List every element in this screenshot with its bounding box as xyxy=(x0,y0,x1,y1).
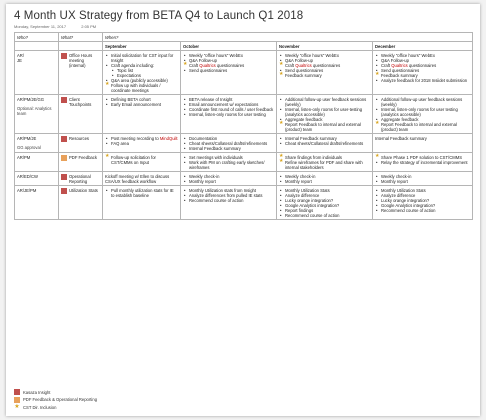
month-cell xyxy=(373,186,473,220)
who-note: GG approval xyxy=(17,144,41,150)
month-cell xyxy=(181,51,277,95)
what-wrap xyxy=(61,97,100,107)
legend-swatch xyxy=(14,397,20,403)
legend-item xyxy=(14,397,97,403)
what-wrap xyxy=(61,155,100,161)
page-title: 4 Month UX Strategy from BETA Q4 to Launch Q1 2018 xyxy=(14,10,304,22)
what-text: Resources xyxy=(69,135,90,141)
month-cell xyxy=(103,51,181,95)
task-list xyxy=(105,188,178,198)
insight-marker xyxy=(61,174,67,180)
who-cell xyxy=(15,153,59,172)
link-text[interactable]: Qualtrics xyxy=(199,62,216,68)
task-list xyxy=(375,155,470,165)
task-list xyxy=(183,136,274,151)
task-item: • Q&A Follow-up xyxy=(279,58,370,63)
task-item: • Post meeting recording to MindQuilt xyxy=(105,136,178,141)
task-item: • Q&A area (publicly accessible) xyxy=(105,78,178,83)
task-list xyxy=(105,136,178,146)
task-item: • Aggregate feedback xyxy=(375,117,470,122)
task-item: • Expectations xyxy=(105,73,178,78)
legend-label: CST Dir. Inclusion xyxy=(23,404,57,410)
task-item: • Relay the strategy of incremental improvement xyxy=(375,160,470,165)
task-list xyxy=(279,188,370,218)
task-list xyxy=(183,188,274,203)
table-row xyxy=(15,51,473,95)
starred-task: ★ Follow up with individuals / coordinate meetings xyxy=(105,83,178,93)
what-cell xyxy=(59,172,103,186)
task-list xyxy=(279,155,370,170)
task-item: • Weekly "office hours" WebEx xyxy=(279,53,370,58)
task-item: • Weekly check-in xyxy=(183,174,274,179)
task-item: • Set meetings with individuals xyxy=(183,155,274,160)
task-item: • Coordinate first round of calls / user feedback xyxy=(183,107,274,112)
task-list xyxy=(279,136,370,146)
link-text[interactable]: MindQuilt xyxy=(159,135,178,141)
who-text: AR/JE/PM xyxy=(17,187,37,193)
starred-task: ★ Follow-up solicitation for CST/CMMs on Input xyxy=(105,155,178,165)
task-item: • Internal, listen-only rooms for user testing (analytics accessible) xyxy=(375,107,470,117)
what-cell xyxy=(59,153,103,172)
task-item: • Q&A Follow-up xyxy=(183,58,274,63)
month-cell xyxy=(277,51,373,95)
month-cell xyxy=(277,186,373,220)
table-row xyxy=(15,172,473,186)
who-cell xyxy=(15,186,59,220)
starred-task: ★ Share Phase 1 PDF solution to CST/CMMS xyxy=(375,155,470,160)
task-item: • Q&A Follow-up xyxy=(375,58,470,63)
task-item: • Analyze difference xyxy=(279,193,370,198)
task-item: • Craft Qualtrics questionnaires xyxy=(375,63,470,68)
starred-task: ★ Share findings from individuals xyxy=(279,155,370,160)
month-cell xyxy=(103,153,181,172)
what-text: Utilization Stats xyxy=(69,187,98,193)
month-header: September xyxy=(103,42,181,51)
table-row xyxy=(15,153,473,172)
who-cell xyxy=(15,51,59,95)
task-item: Kickoff meeting w/ Ellen to discuss CSA/UX feedback workflow xyxy=(105,173,170,184)
task-item: • Initial solicitation for CST input for Insight xyxy=(105,53,178,63)
what-text: PDF Feedback xyxy=(69,154,97,160)
task-item: • Google Analytics integration? xyxy=(279,203,370,208)
legend-item xyxy=(14,404,97,410)
task-list xyxy=(279,97,370,132)
task-item: • Send questionnaires xyxy=(375,68,470,73)
task-item: • Analyze feedback for 2018 Insiidet submission xyxy=(375,78,470,83)
month-cell xyxy=(103,95,181,134)
link-text[interactable]: Qualtrics xyxy=(295,62,312,68)
task-item: • Weekly check-in xyxy=(375,174,470,179)
task-item: • Analyze difference xyxy=(375,193,470,198)
what-wrap xyxy=(61,188,100,194)
task-item: • Additional follow-up user feedback sessions (weekly) xyxy=(279,97,370,107)
legend-swatch xyxy=(14,389,20,395)
task-item: • Early Email announcement xyxy=(105,102,178,107)
task-list xyxy=(375,136,470,141)
month-cell xyxy=(181,153,277,172)
insight-marker xyxy=(61,136,67,142)
task-list xyxy=(183,53,274,73)
task-item: • Google Analytics integration? xyxy=(375,203,470,208)
task-item: • Recommend course of action xyxy=(183,198,274,203)
month-cell xyxy=(103,172,181,186)
task-item: • Lucky orange integration? xyxy=(279,198,370,203)
starred-task: ★ Craft Qualtrics questionnaires xyxy=(183,63,274,68)
dateline xyxy=(14,24,472,29)
legend-label: Kasaza Insight xyxy=(23,389,51,395)
what-wrap xyxy=(61,53,100,68)
pdf-feedback-marker xyxy=(61,155,67,161)
insight-marker xyxy=(61,97,67,103)
month-cell xyxy=(373,172,473,186)
legend-item xyxy=(14,389,97,395)
month-cell xyxy=(373,51,473,95)
starred-task: ★ Report Feedback to internal and external (product) team xyxy=(375,122,470,132)
table-body xyxy=(15,51,473,220)
what-text: Operational Reporting xyxy=(69,173,91,184)
task-item: Internal Feedback summary xyxy=(375,135,427,141)
month-cell xyxy=(181,186,277,220)
legend-label: PDF Feedback & Operational Reporting xyxy=(23,397,98,402)
what-cell xyxy=(59,134,103,153)
task-item: • Recommend course of action xyxy=(279,213,370,218)
task-item: • Monthly Utilization Stats xyxy=(375,188,470,193)
table-row xyxy=(15,186,473,220)
task-item: • Recommend course of action xyxy=(375,208,470,213)
task-item: • Pull monthly utilization stats for IE to establish baseline xyxy=(105,188,178,198)
month-cell xyxy=(103,134,181,153)
table-row xyxy=(15,95,473,134)
who-cell xyxy=(15,172,59,186)
strategy-table xyxy=(14,32,473,220)
month-cell xyxy=(277,172,373,186)
task-item: • BETA release of Insight xyxy=(183,97,274,102)
task-item: • Send questionnaires xyxy=(183,68,274,73)
month-cell xyxy=(103,186,181,220)
task-list xyxy=(105,174,178,184)
legend xyxy=(14,388,97,411)
month-cell xyxy=(277,153,373,172)
task-item: • Work with PM on crafting early sketches/ wireframes xyxy=(183,160,274,170)
month-cell xyxy=(277,134,373,153)
table-row xyxy=(15,134,473,153)
task-item: • Report findings xyxy=(279,208,370,213)
task-item: • Monthly report xyxy=(375,179,470,184)
month-cell xyxy=(181,95,277,134)
task-list xyxy=(375,174,470,184)
task-item: • Craft agenda including: xyxy=(105,63,178,68)
task-item: • Monthly report xyxy=(183,179,274,184)
starred-task: ★ Feedback summary xyxy=(375,73,470,78)
task-list xyxy=(183,174,274,184)
task-item: • Aggregate feedback xyxy=(279,117,370,122)
header-what: What? xyxy=(59,33,103,42)
task-item: • Lucky orange integration? xyxy=(375,198,470,203)
what-wrap xyxy=(61,136,100,142)
task-list xyxy=(183,97,274,117)
header-spacer-2 xyxy=(59,42,103,51)
what-cell xyxy=(59,51,103,95)
task-list xyxy=(105,97,178,107)
task-item: • Documentation xyxy=(183,136,274,141)
task-list xyxy=(375,188,470,213)
link-text[interactable]: Qualtrics xyxy=(391,62,408,68)
month-cell xyxy=(373,95,473,134)
starred-task: ★ Feedback summary xyxy=(279,73,370,78)
task-item: • Additional follow-up user feedback sessions (weekly) xyxy=(375,97,470,107)
who-text: AR/PM xyxy=(17,154,31,160)
who-text: AR/ED/CW xyxy=(17,173,38,179)
month-header: October xyxy=(181,42,277,51)
task-item: • Monthly Utilization Stats xyxy=(279,188,370,193)
task-item: • Weekly check-in xyxy=(279,174,370,179)
task-list xyxy=(279,174,370,184)
task-item: • Internal Feedback summary xyxy=(183,146,274,151)
month-cell xyxy=(277,95,373,134)
task-item: • Email announcement w/ expectations xyxy=(183,102,274,107)
month-cell xyxy=(181,172,277,186)
document-page xyxy=(6,4,480,416)
task-list xyxy=(375,97,470,132)
who-note: Optional: Analytics team xyxy=(17,105,52,116)
header-who: Who? xyxy=(15,33,59,42)
month-cell xyxy=(181,134,277,153)
header-when: When? xyxy=(103,33,473,42)
header-spacer-1 xyxy=(15,42,59,51)
task-item: • Weekly "office hours" WebEx xyxy=(183,53,274,58)
task-item: • Cheat sheets/Collateral drafts/refinements xyxy=(183,141,274,146)
month-header: November xyxy=(277,42,373,51)
who-text: AR/PM/JE xyxy=(17,135,37,141)
task-item: • Weekly "office hours" WebEx xyxy=(375,53,470,58)
task-list xyxy=(375,53,470,83)
task-item: • Internal, listen-only rooms for user-testing (analytics accessible) xyxy=(279,107,370,117)
date-text: Monday, September 11, 2017 xyxy=(14,24,67,29)
task-list xyxy=(105,155,178,165)
insight-marker xyxy=(61,188,67,194)
task-item: • FAQ area xyxy=(105,141,178,146)
what-cell xyxy=(59,186,103,220)
starred-task: ★ Refine wireframes for PDF and share with internal stakeholders xyxy=(279,160,370,170)
what-text: Office Hours meeting (internal) xyxy=(69,52,93,68)
month-cell xyxy=(373,134,473,153)
header-row-2 xyxy=(15,42,473,51)
header-row-1 xyxy=(15,33,473,42)
task-item: • Internal, listen-only rooms for user testing xyxy=(183,112,274,117)
who-cell xyxy=(15,134,59,153)
who-text: AR/PM/JE/GG xyxy=(17,96,44,102)
task-item: • Analyze differences from pulled IE stats xyxy=(183,193,274,198)
insight-marker xyxy=(61,53,67,59)
month-cell xyxy=(373,153,473,172)
what-wrap xyxy=(61,174,100,184)
task-item: • Monthly Utilization stats from Insight xyxy=(183,188,274,193)
time-text: 2:05 PM xyxy=(81,24,97,29)
task-list xyxy=(105,53,178,93)
task-item: • Internal Feedback summary xyxy=(279,136,370,141)
task-item: • Topic list xyxy=(105,68,178,73)
who-cell xyxy=(15,95,59,134)
what-cell xyxy=(59,95,103,134)
task-list xyxy=(279,53,370,78)
starred-task: ★ Craft Qualtrics questionnaires xyxy=(279,63,370,68)
task-list xyxy=(183,155,274,170)
who-text: AR/ JE xyxy=(17,52,24,63)
task-item: • Cheat sheets/Collateral drafts/refinements xyxy=(279,141,370,146)
month-header: December xyxy=(373,42,473,51)
task-item: • Monthly report xyxy=(279,179,370,184)
starred-task: ★ Report Feedback to internal and external (product) team xyxy=(279,122,370,132)
star-icon: ★ xyxy=(14,404,20,410)
task-item: • Defining BETA cohort xyxy=(105,97,178,102)
task-item: • Send questionnaires xyxy=(279,68,370,73)
what-text: Client Touchpoints xyxy=(69,96,92,107)
